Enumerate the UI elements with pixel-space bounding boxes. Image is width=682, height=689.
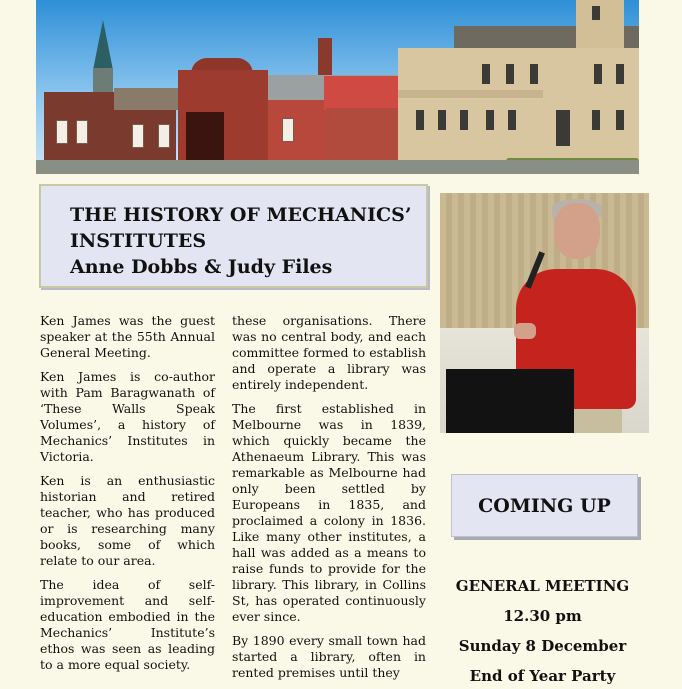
article-column-1 xyxy=(40,313,215,681)
paragraph: By 1890 every small town had started a library, often in rented premises until they xyxy=(232,633,426,680)
event-extra: End of Year Party xyxy=(469,667,616,685)
paragraph: Ken James is co-author with Pam Baragwanath of ‘These Walls Speak Volumes’, a history of Mechanics’ Institutes in Victoria. xyxy=(40,369,215,464)
speaker-photo xyxy=(440,193,649,433)
article-title: THE HISTORY OF MECHANICS’ INSTITUTES xyxy=(70,204,412,252)
article-authors: Anne Dobbs & Judy Files xyxy=(70,256,333,278)
paragraph: these organisations. There was no central body, and each committee formed to establish and operate a library was entirely independent. xyxy=(232,313,426,392)
article-title-box xyxy=(39,184,428,288)
article-column-2 xyxy=(232,313,426,689)
coming-up-heading: COMING UP xyxy=(451,474,638,537)
paragraph: The idea of self-improvement and self-education embodied in the Mechanics’ Institute’s ethos was seen as leading to a more equal society. xyxy=(40,577,215,672)
paragraph: Ken James was the guest speaker at the 55th Annual General Meeting. xyxy=(40,313,215,360)
paragraph: Ken is an enthusiastic historian and retired teacher, who has produced or is researching many books, some of which relate to our area. xyxy=(40,473,215,568)
event-time: 12.30 pm xyxy=(503,607,582,625)
paragraph: The first established in Melbourne was in 1839, which quickly became the Athenaeum Library. This was remarkable as Melbourne had only been settled by Europeans in 1835, and proclaimed a colony in 1836. Like many other institutes, a hall was added as a means to raise funds to provide for the library. This library, in Collins St, has operated continuously ever since. xyxy=(232,401,426,624)
hero-photo-buildings xyxy=(36,0,639,174)
event-name: GENERAL MEETING xyxy=(455,577,630,595)
event-date: Sunday 8 December xyxy=(458,637,627,655)
